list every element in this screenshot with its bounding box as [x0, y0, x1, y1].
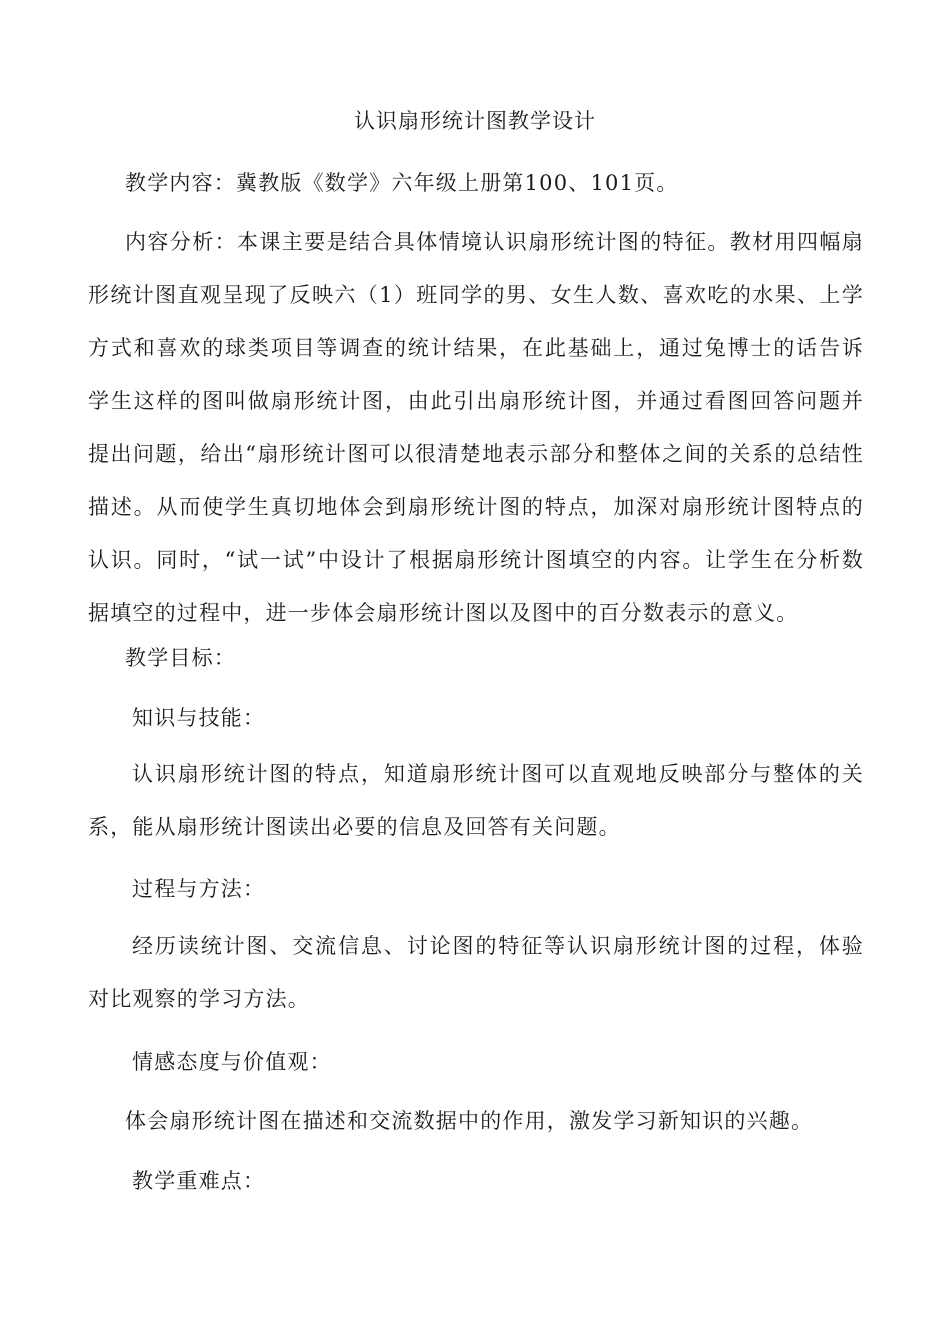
emotion-values-heading: 情感态度与价值观： [132, 1050, 332, 1074]
teaching-content-paragraph: 教学内容：冀教版《数学》六年级上册第100、101页。 [125, 171, 679, 195]
process-methods-heading: 过程与方法： [132, 877, 266, 901]
knowledge-skills-paragraph: 认识扇形统计图的特点，知道扇形统计图可以直观地反映部分与整体的关系，能从扇形统计图读出必要的信息及回答有关问题。 [88, 762, 864, 839]
emotion-values-paragraph: 体会扇形统计图在描述和交流数据中的作用，激发学习新知识的兴趣。 [125, 1109, 814, 1133]
content-analysis-paragraph: 内容分析：本课主要是结合具体情境认识扇形统计图的特征。教材用四幅扇形统计图直观呈现了反映六（1）班同学的男、女生人数、喜欢吃的水果、上学方式和喜欢的球类项目等调查的统计结果，在此基础上，通过兔博士的话告诉学生这样的图叫做扇形统计图，由此引出扇形统计图，并通过看图回答问题并提出问题，给出“扇形统计图可以很清楚地表示部分和整体之间的关系的总结性描述。从而使学生真切地体会到扇形统计图的特点，加深对扇形统计图特点的认识。同时，“试一试”中设计了根据扇形统计图填空的内容。让学生在分析数据填空的过程中，进一步体会扇形统计图以及图中的百分数表示的意义。 [88, 230, 864, 625]
knowledge-skills-heading: 知识与技能： [132, 706, 266, 730]
key-difficulties-heading: 教学重难点： [132, 1169, 266, 1193]
teaching-goals-heading: 教学目标： [125, 646, 236, 670]
process-methods-paragraph: 经历读统计图、交流信息、讨论图的特征等认识扇形统计图的过程，体验对比观察的学习方法。 [88, 934, 864, 1011]
document-title: 认识扇形统计图教学设计 [354, 109, 596, 133]
